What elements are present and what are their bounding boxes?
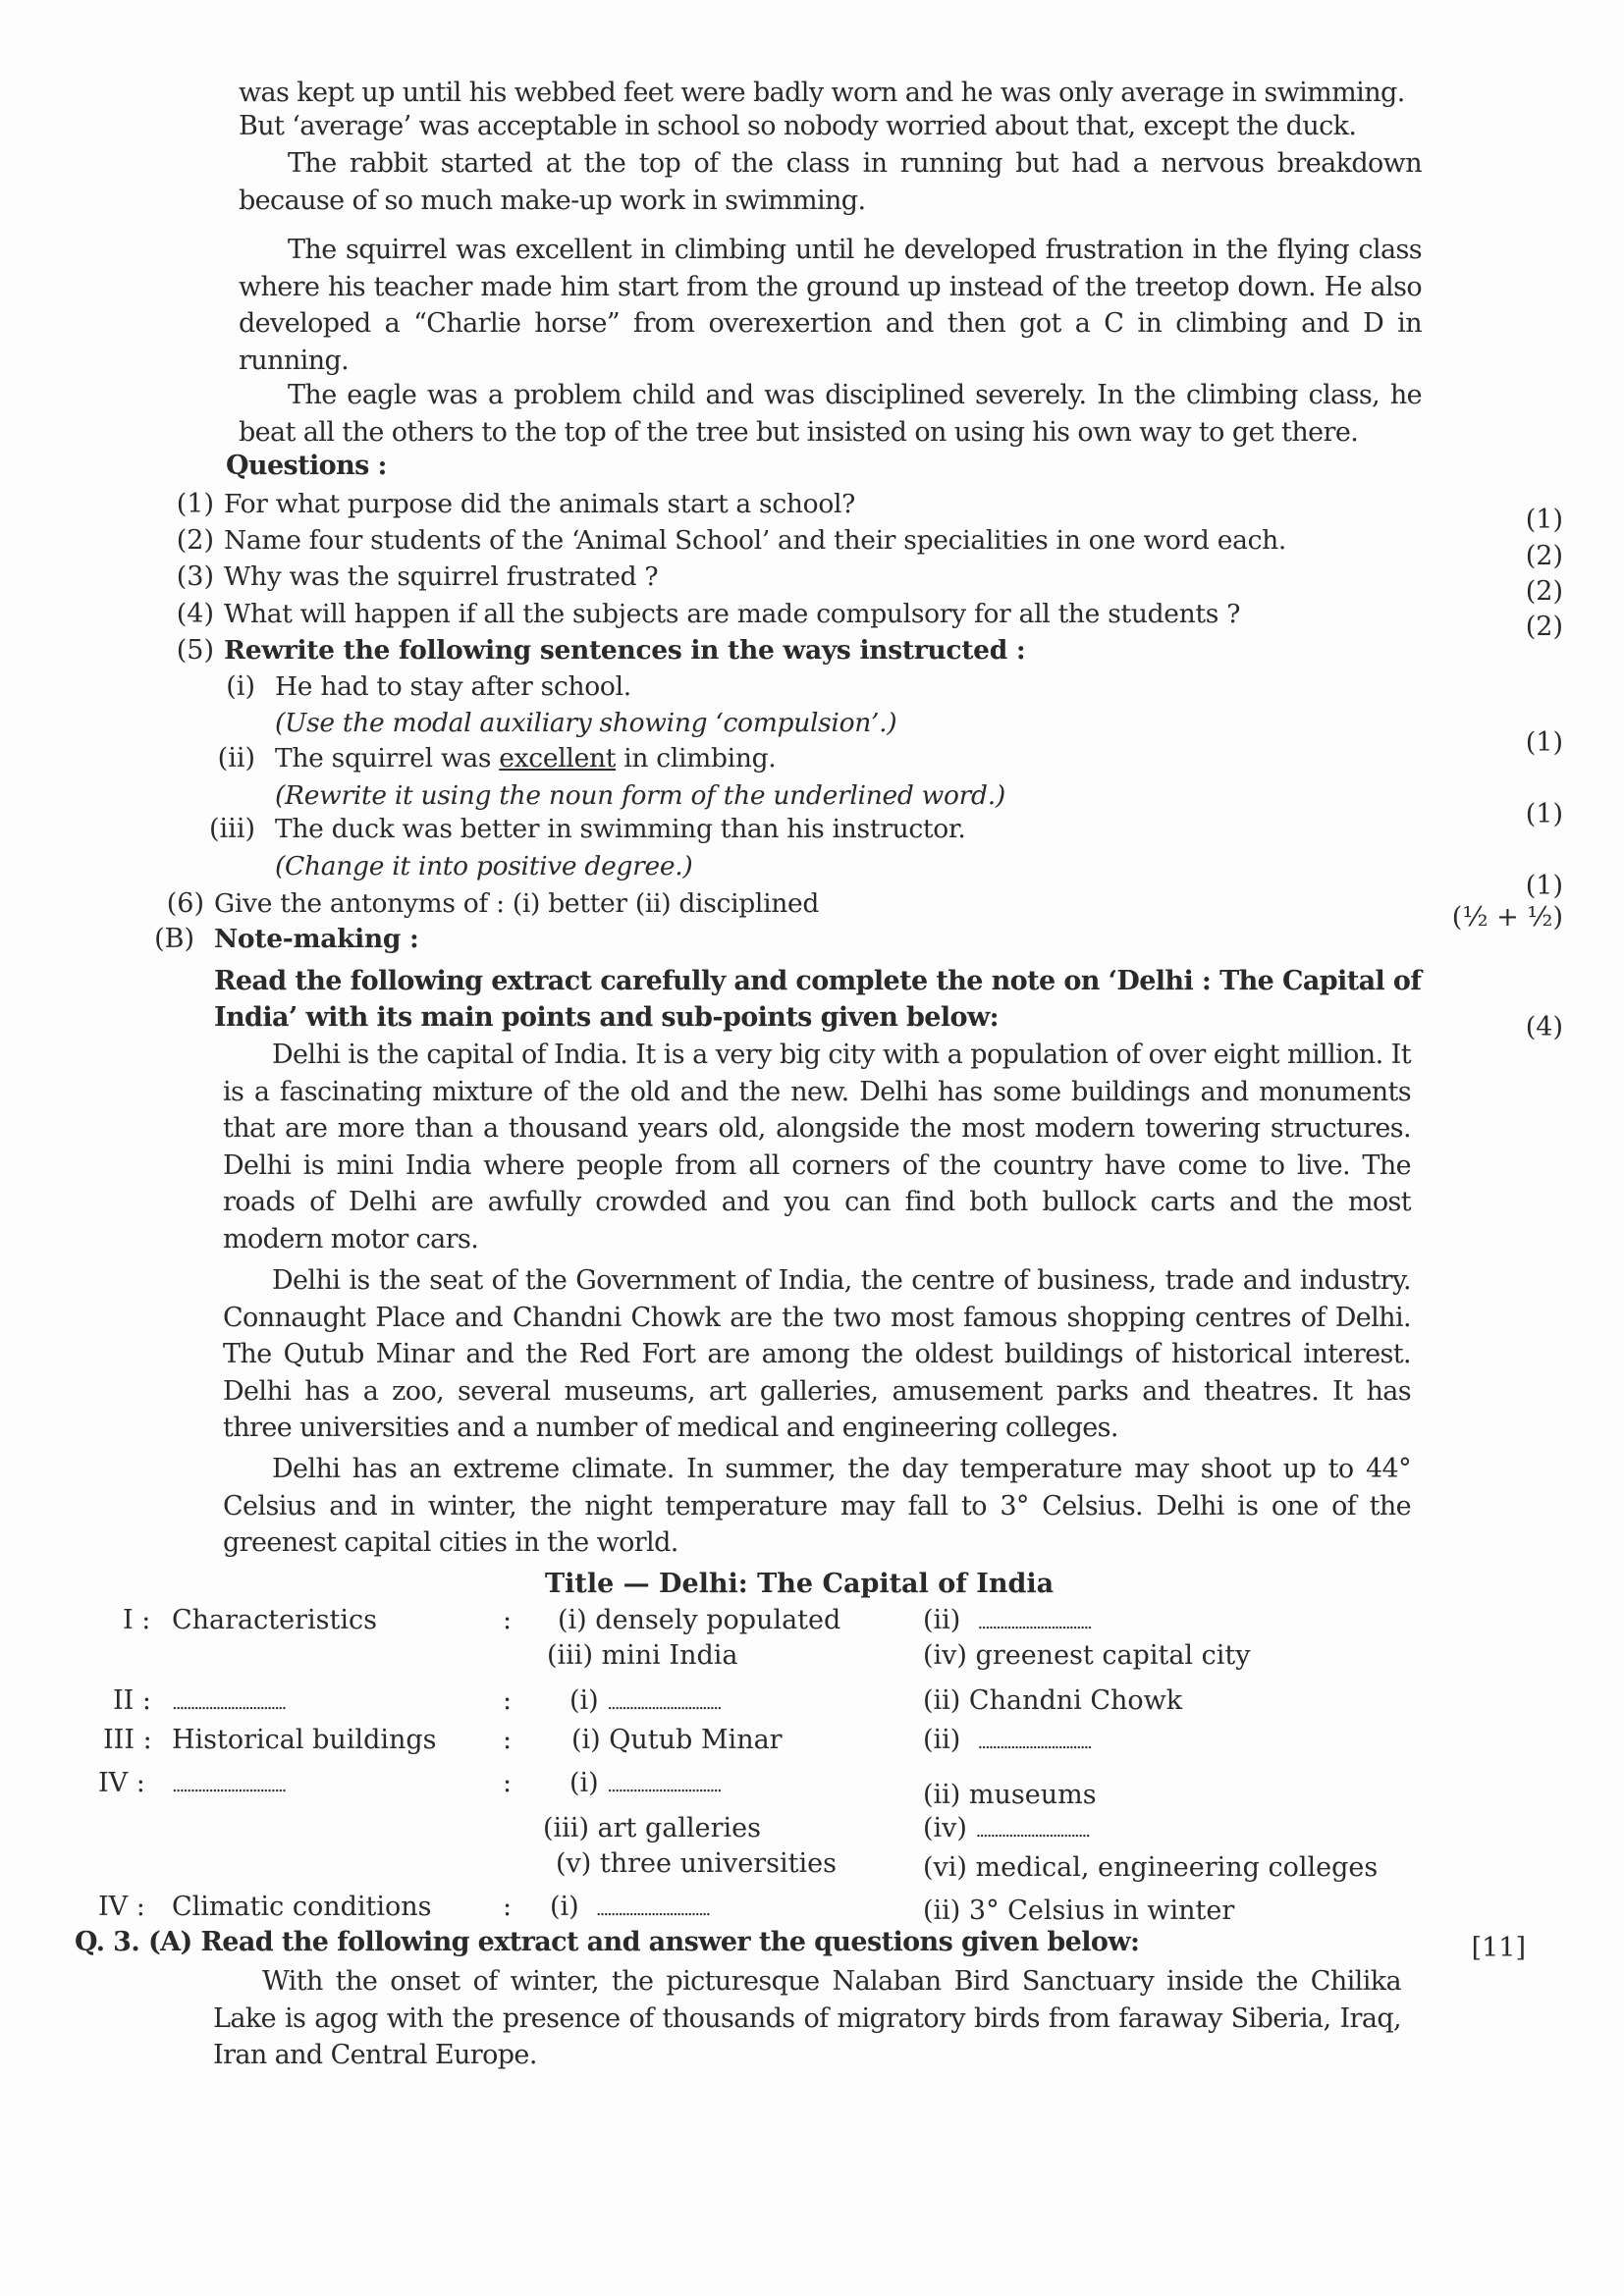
note-blank-point[interactable]: [923, 1604, 1091, 1640]
paragraph-text: The eagle was a problem child and was disciplined severely. In the climbing class, he beat all the others to the top of the tree but insisted on using his own way to get there.: [239, 380, 1422, 448]
note-blank-heading[interactable]: [172, 1767, 285, 1803]
passage-line: But ‘average’ was acceptable in school so nobody worried about that, except the duck.: [239, 111, 1357, 141]
point-number: (iv): [923, 1813, 967, 1843]
note-row-label: Characteristics: [172, 1605, 377, 1635]
note-point: (ii) 3° Celsius in winter: [923, 1896, 1235, 1926]
text-segment: in climbing.: [616, 743, 777, 774]
question-number: (1): [176, 489, 214, 519]
note-point: (i) Qutub Minar: [571, 1725, 783, 1755]
text-segment: The squirrel was: [275, 743, 500, 774]
note-blank-heading[interactable]: [172, 1684, 285, 1721]
paragraph-text: The rabbit started at the top of the class in running but had a nervous breakdown because of so much make-up work in swimming.: [239, 148, 1422, 216]
question-number: (3): [176, 561, 214, 592]
note-instruction: India’ with its main points and sub-points given below:: [214, 1002, 999, 1033]
paragraph-text: The squirrel was excellent in climbing until he developed frustration in the flying class where his teacher made him start from the ground up instead of the treetop down. He also developed a “Charlie horse” from overexertion and then got a C in climbing and D in running.: [239, 235, 1422, 376]
note-row-number: II :: [113, 1685, 152, 1716]
point-number: (i): [569, 1685, 599, 1716]
note-colon: :: [503, 1685, 513, 1716]
blank-line: ...............................: [977, 1613, 1091, 1633]
paragraph-text: Delhi has an extreme climate. In summer, the day temperature may shoot up to 44° Celsius and in winter, the night temperature may fall to 3° Celsius. Delhi is one of the greenest capital cities in the world.: [223, 1454, 1411, 1558]
point-number: (ii): [923, 1605, 961, 1635]
sub-question-instruction: (Rewrite it using the noun form of the underlined word.): [275, 780, 1005, 811]
sub-question-text: He had to stay after school.: [275, 671, 631, 702]
note-blank-point[interactable]: [923, 1724, 1091, 1760]
blank-line: ...............................: [975, 1821, 1089, 1842]
note-point: (vi) medical, engineering colleges: [923, 1852, 1379, 1883]
question-number: (2): [176, 525, 214, 556]
paragraph-text: With the onset of winter, the picturesque Nalaban Bird Sanctuary inside the Chilika Lake is agog with the presence of thousands of migratory birds from faraway Siberia, Iraq, Iran and Central Europe.: [213, 1966, 1401, 2070]
section-heading: Note-making :: [214, 924, 419, 954]
question-number: (4): [176, 599, 214, 629]
question-text: For what purpose did the animals start a school?: [224, 489, 856, 519]
note-point: (ii) museums: [923, 1780, 1097, 1810]
note-blank-point[interactable]: [550, 1891, 709, 1927]
question-marks: (1): [1525, 871, 1563, 901]
delhi-paragraph-2: [223, 1262, 1411, 1447]
question-number: (6): [166, 888, 204, 919]
question-text: Name four students of the ‘Animal School’ and their specialities in one word each.: [224, 525, 1287, 556]
section-label: (B): [154, 924, 194, 954]
blank-line: ...............................: [977, 1733, 1091, 1753]
question-marks: (2): [1525, 612, 1563, 642]
note-row-number: III :: [103, 1725, 152, 1755]
sub-question-instruction: (Use the modal auxiliary showing ‘compulsion’.): [275, 708, 897, 738]
question-number: (5): [176, 635, 214, 666]
blank-line: ...............................: [607, 1776, 721, 1796]
question-text: Give the antonyms of : (i) better (ii) disciplined: [214, 888, 820, 919]
sub-question-number: (iii): [209, 814, 255, 844]
questions-heading: Questions :: [226, 451, 387, 481]
paragraph-text: Delhi is the capital of India. It is a very big city with a population of over eight million. It is a fascinating mixture of the old and the new. Delhi has some buildings and monuments that are more than a thousand years old, alongside the most modern towering structures. Delhi is mini India where people from all corners of the country have come to live. The roads of Delhi are awfully crowded and you can find both bullock carts and the most modern motor cars.: [223, 1040, 1411, 1255]
question-marks: (1): [1525, 727, 1563, 758]
question-marks: [11]: [1471, 1933, 1526, 1963]
question-3-heading: Q. 3. (A) Read the following extract and answer the questions given below:: [75, 1927, 1140, 1957]
note-colon: :: [503, 1768, 513, 1798]
note-row-number: IV :: [98, 1892, 145, 1922]
point-number: (i): [550, 1892, 579, 1922]
question-text: What will happen if all the subjects are made compulsory for all the students ?: [224, 599, 1241, 629]
note-point: (ii) Chandni Chowk: [923, 1685, 1183, 1716]
question-marks: (4): [1525, 1012, 1563, 1042]
underlined-word: excellent: [499, 743, 617, 774]
blank-line: ...............................: [172, 1693, 286, 1714]
question-text: Rewrite the following sentences in the ways instructed :: [224, 635, 1026, 666]
passage-line: was kept up until his webbed feet were badly worn and he was only average in swimming.: [239, 78, 1405, 108]
note-blank-point[interactable]: [923, 1812, 1089, 1848]
question-marks: (½ + ½): [1451, 902, 1563, 933]
note-colon: :: [503, 1725, 513, 1755]
note-point: (iii) mini India: [547, 1640, 738, 1671]
note-blank-point[interactable]: [569, 1767, 721, 1803]
sub-question-text: The duck was better in swimming than his instructor.: [275, 814, 966, 844]
note-row-number: I :: [123, 1605, 151, 1635]
question-text: Why was the squirrel frustrated ?: [224, 561, 659, 592]
note-point: (i) densely populated: [558, 1605, 841, 1635]
sub-question-instruction: (Change it into positive degree.): [275, 851, 693, 881]
blank-line: ...............................: [172, 1776, 286, 1796]
delhi-paragraph-3: [223, 1451, 1411, 1562]
q3-passage-paragraph: [213, 1963, 1401, 2074]
passage-paragraph-squirrel: [239, 232, 1422, 379]
note-blank-point[interactable]: [569, 1684, 721, 1721]
passage-paragraph-rabbit: [239, 145, 1422, 219]
note-point: (iv) greenest capital city: [923, 1640, 1251, 1671]
question-marks: (2): [1525, 576, 1563, 607]
note-instruction: Read the following extract carefully and complete the note on ‘Delhi : The Capital of: [214, 966, 1422, 996]
sub-question-text: [275, 742, 776, 775]
note-row-number: IV :: [98, 1768, 145, 1798]
blank-line: ...............................: [607, 1693, 721, 1714]
question-marks: (2): [1525, 541, 1563, 571]
note-title: Title — Delhi: The Capital of India: [545, 1569, 1055, 1599]
question-marks: (1): [1525, 505, 1563, 535]
note-row-label: Climatic conditions: [172, 1892, 432, 1922]
point-number: (ii): [923, 1725, 961, 1755]
note-point: (iii) art galleries: [543, 1813, 761, 1843]
question-marks: (1): [1525, 799, 1563, 829]
passage-paragraph-eagle: [239, 377, 1422, 451]
note-row-label: Historical buildings: [172, 1725, 437, 1755]
note-colon: :: [503, 1605, 513, 1635]
sub-question-number: (i): [226, 671, 255, 702]
delhi-paragraph-1: [223, 1037, 1411, 1257]
point-number: (i): [569, 1768, 599, 1798]
sub-question-number: (ii): [217, 743, 255, 774]
note-colon: :: [503, 1892, 513, 1922]
note-point: (v) three universities: [556, 1848, 837, 1879]
paragraph-text: Delhi is the seat of the Government of India, the centre of business, trade and industry. Connaught Place and Chandni Chowk are the two most famous shopping centres of Delhi. The Qutub Minar and the Red Fort are among the oldest buildings of historical interest. Delhi has a zoo, several museums, art galleries, amusement parks and theatres. It has three universities and a number of medical and engineering colleges.: [223, 1265, 1411, 1443]
blank-line: ...............................: [595, 1899, 710, 1920]
